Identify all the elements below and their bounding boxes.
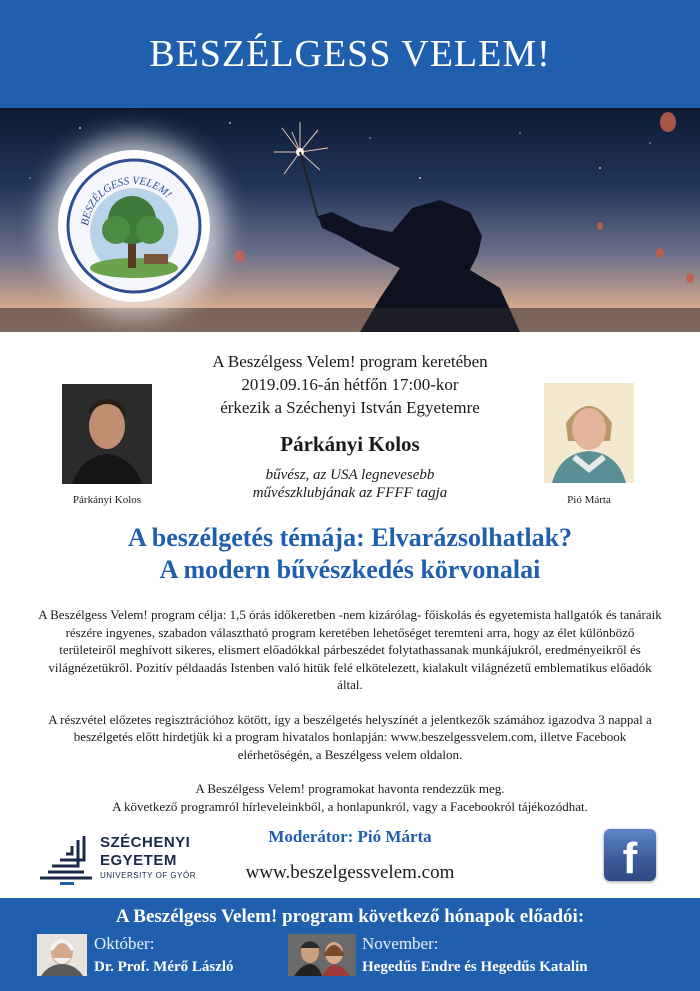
body-paragraph-2: A részvétel előzetes regisztrációhoz kötött, így a beszélgetés helyszínét a jelentkezők számához igazodva 3 nappal a beszélgetés előtt hirdetjük ki a program hivatalos honlapján: www.beszelgessvelem.com, illetve Facebook elérhetőségén, a Beszélgess velem oldalon. <box>48 711 652 762</box>
body-paragraph-3-line-1: A Beszélgess Velem! programokat havonta rendezzük meg. <box>195 781 505 796</box>
old-man-portrait-icon <box>37 934 87 976</box>
university-subtitle: UNIVERSITY OF GYŐR <box>100 871 196 880</box>
speaker-photo-november <box>288 934 356 976</box>
couple-portrait-icon <box>288 934 356 976</box>
woman-portrait-icon <box>544 383 634 483</box>
guest-desc-line-1: bűvész, az USA legnevesebb <box>265 467 435 483</box>
intro-line-1: A Beszélgess Velem! program keretében <box>212 352 488 371</box>
body-paragraph-1: A Beszélgess Velem! program célja: 1,5 órás időkeretben -nem kizárólag- főiskolás és egyetemista hallgatók és tanáraik részére ingyenes, szabadon választható program keretében lehetőséget teremteni arra, hogy az élet különböző területeiről meghívott sikeres, elismert előadókkal párbeszédet folytathassanak munkájukról, eredményeikről és világnézetükről. Pozitív példaadás Istenben való hitük felé elkötelezett, kialakult világnézetű emblematikus előadók által. <box>38 607 662 692</box>
footer-banner <box>0 898 700 991</box>
body-paragraph-3-line-2: A következő programról hírleveleinkből, a honlapunkról, vagy a Facebookról tájékozódhat. <box>112 798 588 814</box>
logo-arc-text: BESZÉLGESS VELEM! <box>79 174 174 227</box>
guest-caption: Párkányi Kolos <box>72 494 142 506</box>
moderator-label: Moderátor: Pió Márta <box>268 827 432 846</box>
university-name-line-1: SZÉCHENYI <box>100 834 191 851</box>
topic-line-2: A modern bűvészkedés körvonalai <box>159 555 541 584</box>
topic-heading <box>0 522 700 586</box>
month-october: Október: <box>94 934 155 953</box>
tree-logo-icon <box>58 150 210 302</box>
header-banner <box>0 0 700 108</box>
speaker-october: Dr. Prof. Mérő László <box>94 959 234 975</box>
guest-name: Párkányi Kolos <box>280 432 420 456</box>
speaker-photo-october <box>37 934 87 976</box>
topic-line-1: A beszélgetés témája: Elvarázsolhatlak? <box>127 523 573 552</box>
facebook-icon[interactable]: f <box>604 829 656 881</box>
website-link[interactable]: www.beszelgessvelem.com <box>245 862 455 883</box>
page-title: BESZÉLGESS VELEM! <box>149 33 551 75</box>
beszelgess-velem-logo <box>58 150 210 302</box>
speaker-november: Hegedűs Endre és Hegedűs Katalin <box>362 959 588 975</box>
program-description <box>38 606 662 815</box>
guest-desc-line-2: művészklubjának az FFFF tagja <box>252 485 448 501</box>
body-paragraph-3 <box>38 780 662 815</box>
moderator-portrait <box>544 383 634 483</box>
university-name-line-2: EGYETEM <box>100 852 177 869</box>
moderator-caption: Pió Márta <box>567 494 611 506</box>
intro-line-3: érkezik a Széchenyi István Egyetemre <box>220 398 480 417</box>
month-november: November: <box>362 934 439 953</box>
intro-date: 2019.09.16-án hétfőn 17:00-kor <box>241 375 459 394</box>
upcoming-speakers-title: A Beszélgess Velem! program következő hónapok előadói: <box>115 906 585 927</box>
